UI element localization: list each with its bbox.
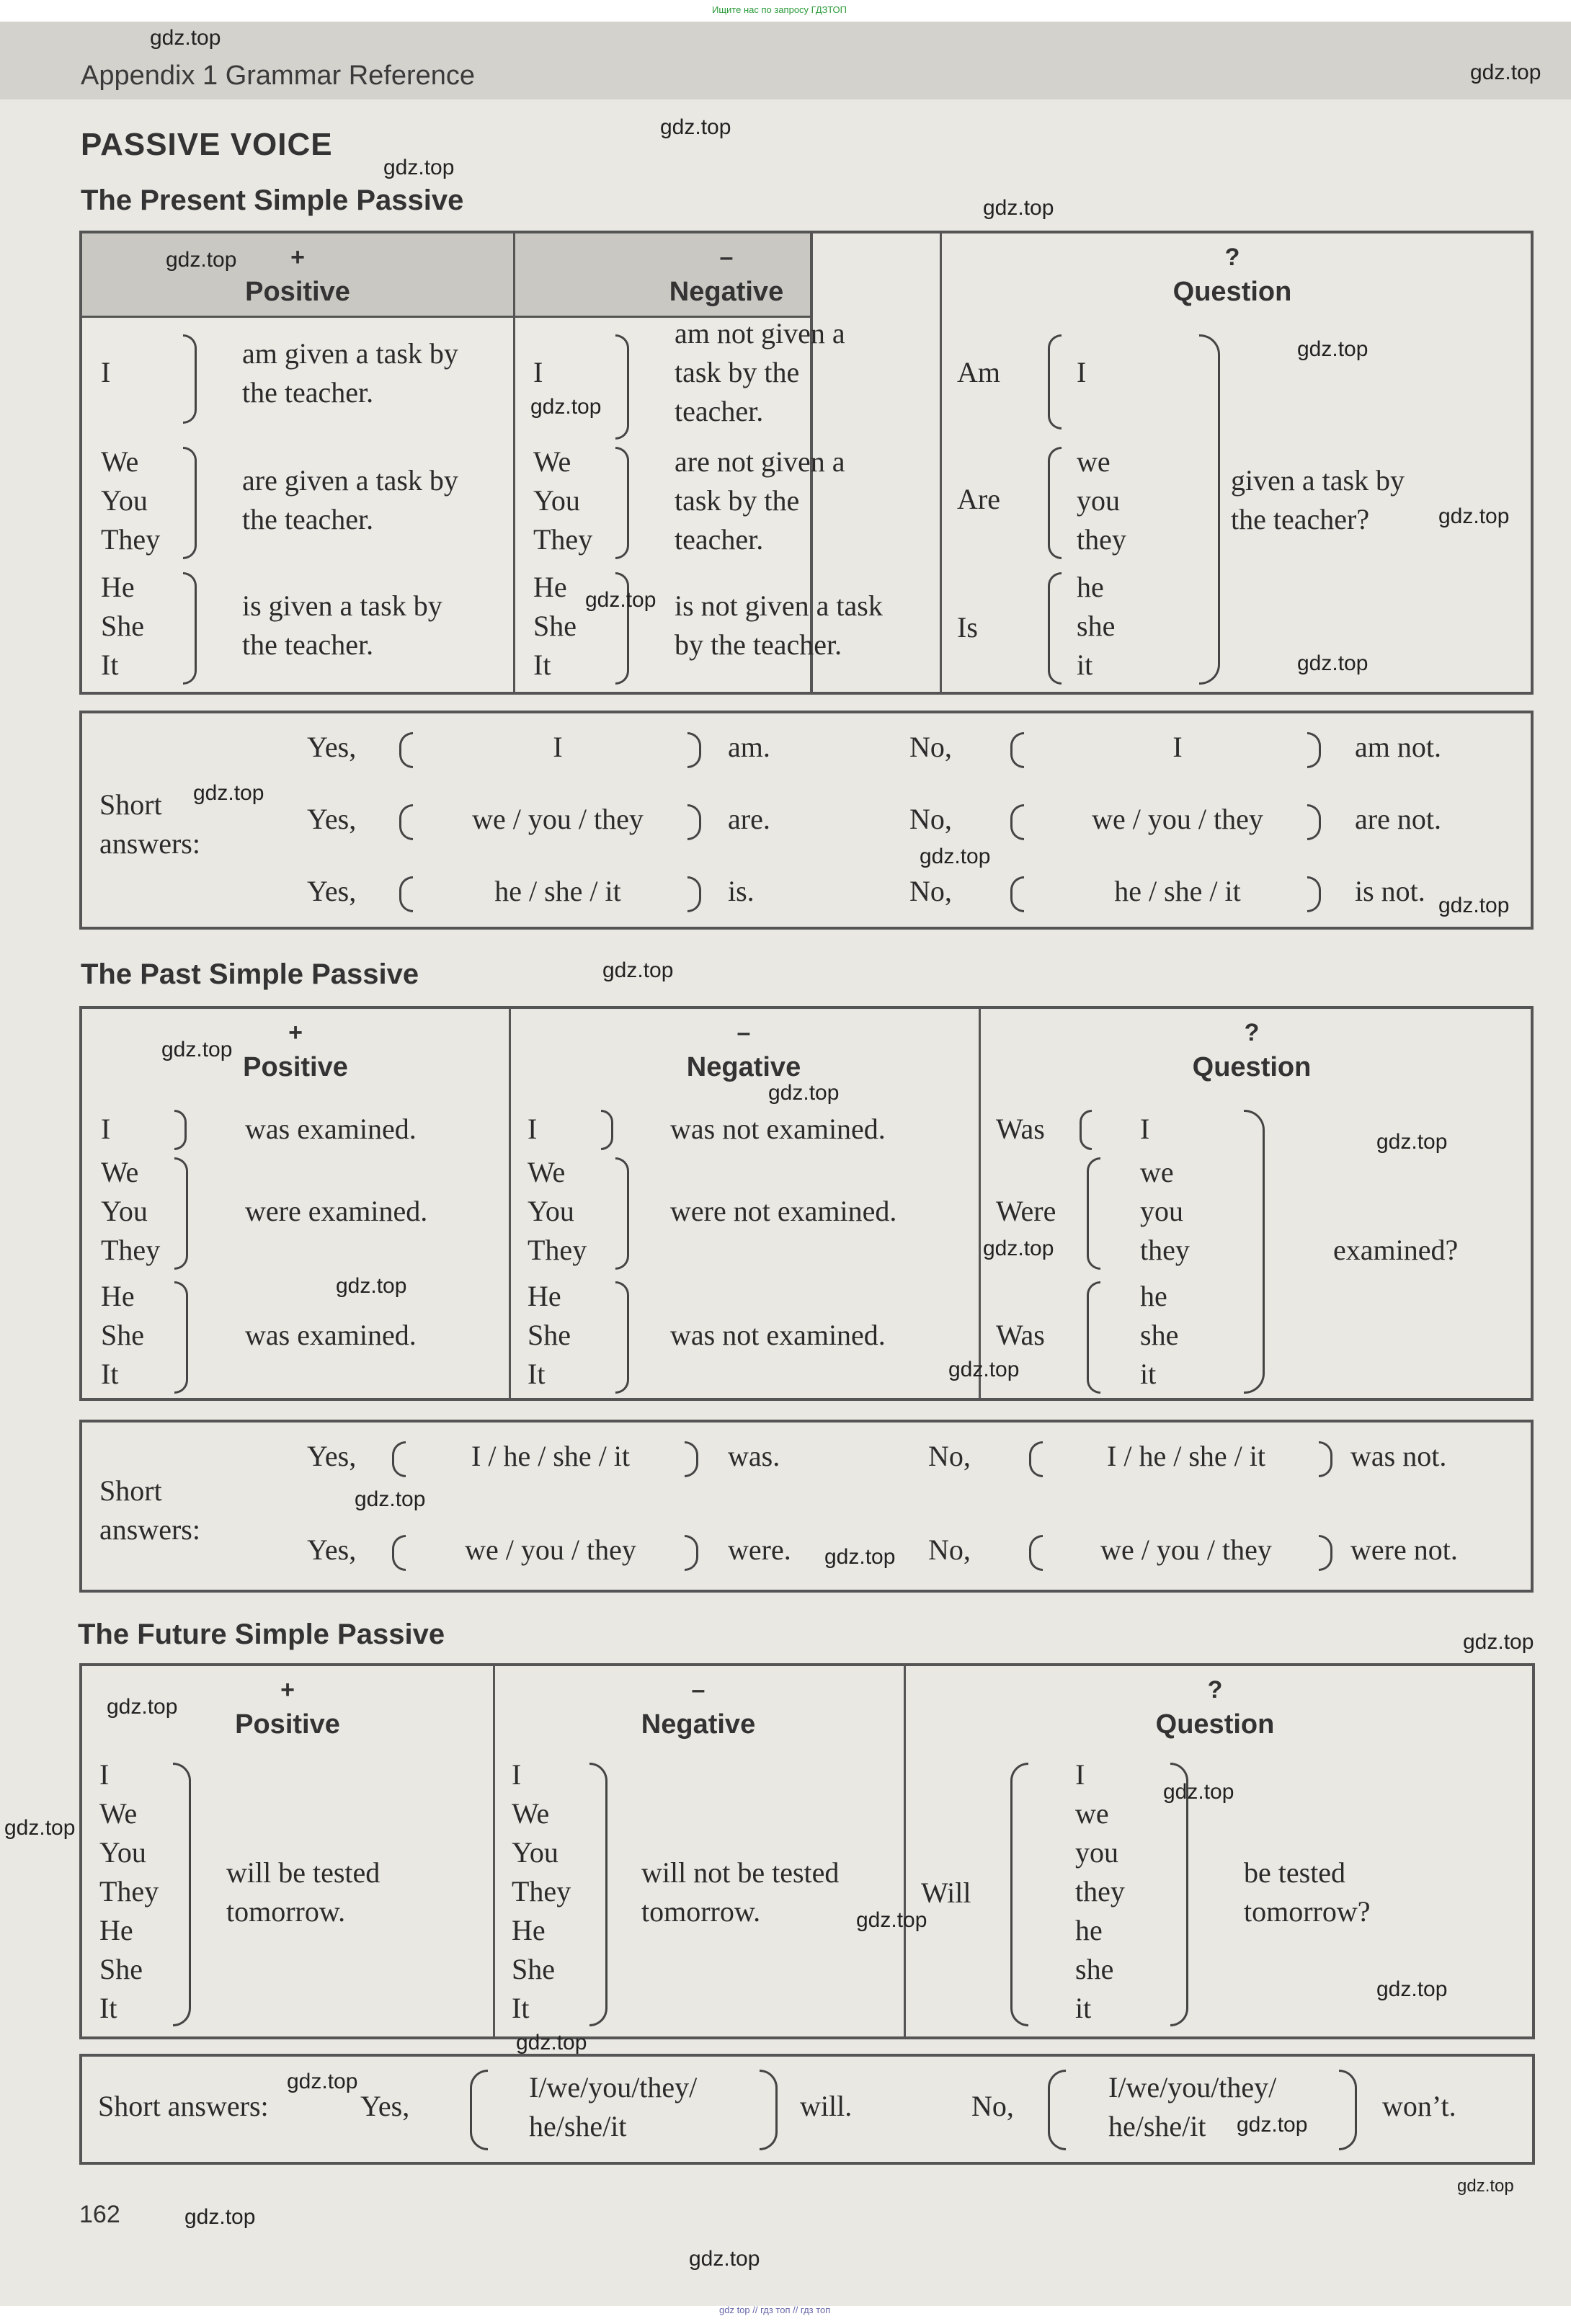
watermark: gdz.top (1438, 894, 1510, 917)
negative-header: Negative (686, 1052, 801, 1082)
question-symbol: ? (1224, 244, 1240, 271)
question-aux: Are (957, 483, 1000, 515)
watermark: gdz.top (336, 1274, 407, 1298)
brace-right (760, 2070, 778, 2150)
brace-right (1319, 1535, 1332, 1571)
yes-word: Yes, (307, 1440, 357, 1472)
yes-subject: I/we/you/they/ he/she/it (529, 2071, 698, 2142)
no-verb: am not. (1355, 731, 1441, 763)
brace-left (399, 876, 413, 912)
no-subject: we / you / they (1100, 1533, 1272, 1566)
brace-right (615, 1157, 629, 1270)
watermark: gdz.top (193, 781, 264, 805)
watermark: gdz.top (1237, 2113, 1308, 2137)
brace-right (589, 1763, 608, 2026)
watermark: gdz.top (602, 958, 674, 982)
brace-right (174, 1157, 188, 1270)
brace-right (183, 447, 197, 559)
no-verb: were not. (1350, 1533, 1458, 1566)
brace-left (399, 732, 413, 768)
brace-right (687, 804, 701, 840)
watermark: gdz.top (355, 1487, 426, 1511)
positive-symbol: + (290, 244, 305, 271)
subject: We You They (533, 445, 593, 556)
question-aux: Will (921, 1876, 971, 1909)
watermark: gdz.top (1457, 2176, 1514, 2196)
subject: We You They (101, 445, 161, 556)
no-subject: he / she / it (1114, 875, 1241, 907)
watermark: gdz.top (983, 196, 1054, 220)
brace-right (1307, 732, 1321, 768)
brace-right (685, 1441, 698, 1477)
negative-header: Negative (669, 277, 784, 307)
brace-right (615, 447, 629, 559)
subject-list: I We You They He She It (512, 1758, 571, 2024)
subject: He She It (101, 571, 144, 681)
brace-right (615, 1281, 629, 1394)
positive-header: Positive (245, 277, 350, 307)
question-symbol: ? (1244, 1019, 1260, 1046)
subject: I (533, 356, 543, 388)
watermark: gdz.top (948, 1358, 1020, 1381)
brace-right (173, 1763, 191, 2026)
watermark: gdz.top (1297, 337, 1368, 361)
brace-right (174, 1281, 188, 1394)
watermark: gdz.top (1376, 1977, 1448, 2001)
brace-left (1029, 1441, 1043, 1477)
section-title: PASSIVE VOICE (81, 127, 333, 162)
negative-sentence: am not given a task by the teacher. (675, 317, 845, 427)
past-short-answers (79, 1420, 1534, 1593)
future-table (79, 1663, 1535, 2039)
negative-sentence: will not be tested tomorrow. (641, 1856, 840, 1928)
positive-sentence: were examined. (245, 1195, 428, 1227)
watermark: gdz.top (983, 1237, 1054, 1260)
yes-verb: will. (800, 2090, 853, 2122)
watermark: gdz.top (287, 2070, 358, 2093)
brace-left (1010, 1763, 1028, 2026)
brace-left (1048, 2070, 1066, 2150)
brace-left (1010, 876, 1024, 912)
brace-right (174, 1110, 187, 1150)
brace-left (392, 1535, 406, 1571)
negative-sentence: was not examined. (670, 1113, 886, 1145)
short-answers-label: Short answers: (99, 788, 200, 860)
watermark: gdz.top (107, 1695, 178, 1719)
present-table-frame (79, 231, 1534, 695)
question-header: Question (1155, 1709, 1275, 1740)
brace-right (1339, 2070, 1357, 2150)
watermark: gdz.top (4, 1816, 76, 1840)
brace-left (399, 804, 413, 840)
subject: I (101, 356, 111, 388)
negative-sentence: are not given a task by the teacher. (675, 445, 845, 556)
question-aux: Am (957, 356, 1000, 388)
brace-left (1029, 1535, 1043, 1571)
watermark: gdz.top (824, 1545, 896, 1569)
no-word: No, (909, 731, 952, 763)
subject: He She It (101, 1280, 144, 1390)
positive-symbol: + (288, 1019, 303, 1046)
positive-header: Positive (235, 1709, 340, 1740)
brace-right (183, 572, 197, 685)
watermark: gdz.top (530, 395, 602, 419)
negative-symbol: – (691, 1676, 706, 1704)
no-subject: I / he / she / it (1107, 1440, 1265, 1472)
yes-verb: am. (728, 731, 770, 763)
brace-right (687, 732, 701, 768)
question-subject: I (1077, 356, 1087, 388)
question-aux: Was (996, 1319, 1045, 1351)
yes-subject: I / he / she / it (471, 1440, 630, 1472)
present-title: The Present Simple Passive (81, 184, 464, 216)
no-verb: is not. (1355, 875, 1425, 907)
question-subject-list: I we you they he she it (1075, 1758, 1125, 2024)
positive-symbol: + (280, 1676, 295, 1704)
brace-right (1244, 1110, 1265, 1394)
brace-right (685, 1535, 698, 1571)
yes-verb: were. (728, 1533, 791, 1566)
no-word: No, (909, 875, 952, 907)
question-aux: Was (996, 1113, 1045, 1145)
subject: He She It (533, 571, 577, 681)
top-note: Ищите нас по запросу ГДЗТОП (712, 4, 847, 15)
yes-word: Yes, (360, 2090, 410, 2122)
past-title: The Past Simple Passive (81, 958, 419, 990)
no-subject: I/we/you/they/ he/she/it (1108, 2071, 1277, 2142)
watermark: gdz.top (150, 26, 221, 50)
negative-header: Negative (641, 1709, 756, 1740)
brace-left (1010, 732, 1024, 768)
bottom-note: gdz top // гдз топ // гдз топ (719, 2305, 831, 2315)
brace-left (1080, 1110, 1092, 1150)
brace-left (1048, 334, 1062, 429)
negative-symbol: – (736, 1019, 751, 1046)
subject: He She It (528, 1280, 571, 1390)
page-number: 162 (79, 2201, 120, 2228)
watermark: gdz.top (660, 115, 731, 139)
question-symbol: ? (1207, 1676, 1223, 1704)
question-aux: Were (996, 1195, 1056, 1227)
watermark: gdz.top (768, 1081, 840, 1105)
yes-verb: are. (728, 803, 770, 835)
brace-left (392, 1441, 406, 1477)
question-ending: be tested tomorrow? (1244, 1856, 1371, 1928)
no-word: No, (971, 2090, 1014, 2122)
negative-sentence: is not given a task by the teacher. (675, 589, 883, 661)
subject: We You They (101, 1156, 161, 1266)
yes-subject: we / you / they (465, 1533, 636, 1566)
brace-left (1048, 572, 1062, 685)
brace-left (1087, 1281, 1100, 1394)
short-answers-label: Short answers: (99, 1474, 200, 1546)
subject: I (101, 1113, 111, 1145)
question-header: Question (1172, 277, 1292, 307)
watermark: gdz.top (1297, 651, 1368, 675)
question-subject: I (1140, 1113, 1150, 1145)
yes-word: Yes, (307, 731, 357, 763)
question-subject: we you they (1140, 1156, 1190, 1266)
brace-left (1010, 804, 1024, 840)
no-word: No, (928, 1440, 971, 1472)
watermark: gdz.top (184, 2205, 256, 2229)
no-verb: was not. (1350, 1440, 1447, 1472)
no-verb: are not. (1355, 803, 1441, 835)
brace-right (183, 334, 197, 424)
watermark: gdz.top (1470, 61, 1541, 84)
watermark: gdz.top (1163, 1780, 1234, 1804)
watermark: gdz.top (1438, 504, 1510, 528)
watermark: gdz.top (383, 156, 455, 179)
yes-word: Yes, (307, 875, 357, 907)
subject: I (528, 1113, 538, 1145)
yes-verb: is. (728, 875, 755, 907)
no-verb: won’t. (1382, 2090, 1456, 2122)
short-answers-label: Short answers: (98, 2090, 269, 2122)
brace-right (1319, 1441, 1332, 1477)
question-subject: he she it (1140, 1280, 1179, 1390)
no-subject: we / you / they (1092, 803, 1263, 835)
brace-right (1307, 876, 1321, 912)
brace-left (1048, 447, 1062, 559)
question-subject: he she it (1077, 571, 1116, 681)
brace-right (615, 334, 629, 440)
running-head: Appendix 1 Grammar Reference (81, 61, 476, 91)
negative-sentence: were not examined. (670, 1195, 897, 1227)
yes-word: Yes, (307, 803, 357, 835)
brace-right (687, 876, 701, 912)
negative-symbol: – (719, 244, 734, 271)
brace-right (1199, 334, 1220, 685)
no-subject: I (1172, 731, 1183, 763)
positive-sentence: will be tested tomorrow. (226, 1856, 380, 1928)
question-subject: we you they (1077, 445, 1126, 556)
yes-subject: I (553, 731, 563, 763)
negative-sentence: was not examined. (670, 1319, 886, 1351)
positive-sentence: are given a task by the teacher. (242, 464, 458, 535)
positive-sentence: is given a task by the teacher. (242, 589, 442, 661)
positive-sentence: was examined. (245, 1319, 417, 1351)
question-header: Question (1192, 1052, 1312, 1082)
yes-subject: we / you / they (472, 803, 644, 835)
brace-right (1307, 804, 1321, 840)
watermark: gdz.top (856, 1908, 927, 1932)
positive-header: Positive (243, 1052, 348, 1082)
subject-list: I We You They He She It (99, 1758, 159, 2024)
yes-subject: he / she / it (494, 875, 621, 907)
brace-right (601, 1110, 613, 1150)
brace-left (1087, 1157, 1100, 1270)
watermark: gdz.top (585, 588, 657, 612)
positive-sentence: was examined. (245, 1113, 417, 1145)
past-table (79, 1006, 1534, 1401)
no-word: No, (928, 1533, 971, 1566)
watermark: gdz.top (920, 845, 991, 868)
watermark: gdz.top (516, 2031, 587, 2054)
subject: We You They (528, 1156, 587, 1266)
question-ending: given a task by the teacher? (1231, 464, 1405, 535)
question-aux: Is (957, 611, 978, 644)
watermark: gdz.top (689, 2247, 760, 2271)
no-word: No, (909, 803, 952, 835)
watermark: gdz.top (1463, 1630, 1534, 1654)
yes-verb: was. (728, 1440, 780, 1472)
present-short-answers (79, 711, 1534, 930)
watermark: gdz.top (161, 1038, 233, 1061)
watermark: gdz.top (1376, 1130, 1448, 1154)
yes-word: Yes, (307, 1533, 357, 1566)
future-title: The Future Simple Passive (78, 1619, 445, 1650)
watermark: gdz.top (166, 248, 237, 272)
brace-left (470, 2070, 488, 2150)
question-ending: examined? (1333, 1234, 1459, 1266)
positive-sentence: am given a task by the teacher. (242, 337, 458, 409)
